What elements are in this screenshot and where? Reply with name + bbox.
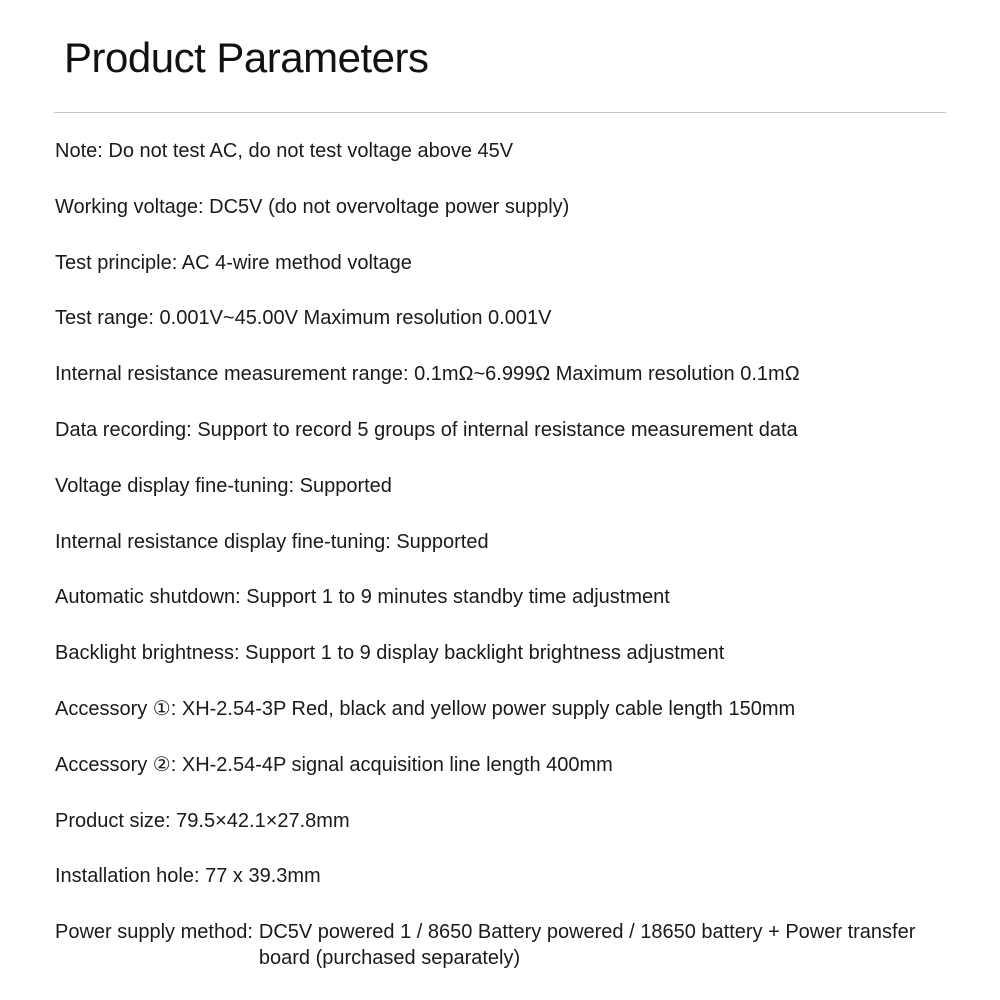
param-power-supply-method bbox=[55, 919, 955, 971]
param-label: Data recording: bbox=[55, 418, 192, 441]
param-value: 79.5×42.1×27.8mm bbox=[176, 809, 350, 832]
param-label: Installation hole: bbox=[55, 865, 200, 888]
page-title: Product Parameters bbox=[64, 34, 429, 81]
param-value: Do not test AC, do not test voltage above 45V bbox=[108, 140, 514, 162]
param-value: DC5V powered 1 / 8650 Battery powered / 18650 battery + Power transfer board (purchased separately) bbox=[258, 921, 916, 970]
param-installation-hole bbox=[55, 863, 955, 919]
param-label: Working voltage: bbox=[55, 195, 204, 218]
parameter-list bbox=[55, 138, 955, 971]
param-label: Note: bbox=[55, 140, 103, 162]
param-label: Test principle: bbox=[55, 251, 178, 274]
param-value: Support 1 to 9 minutes standby time adjustment bbox=[246, 586, 670, 609]
param-automatic-shutdown bbox=[55, 584, 955, 640]
param-accessory-2 bbox=[55, 752, 955, 808]
param-value: Supported bbox=[299, 474, 392, 497]
param-resistance-fine-tuning bbox=[55, 529, 955, 585]
param-test-principle bbox=[55, 250, 955, 306]
param-value: XH-2.54-3P Red, black and yellow power supply cable length 150mm bbox=[181, 697, 796, 720]
param-label: Voltage display fine-tuning: bbox=[55, 474, 295, 497]
param-label: Automatic shutdown: bbox=[55, 586, 241, 609]
param-value: DC5V (do not overvoltage power supply) bbox=[209, 195, 570, 218]
param-value: Support 1 to 9 display backlight brightness adjustment bbox=[245, 642, 725, 665]
param-value: Supported bbox=[396, 530, 489, 553]
param-label: Test range: bbox=[55, 307, 154, 330]
param-test-range bbox=[55, 305, 955, 361]
param-label: Power supply method: bbox=[55, 921, 253, 944]
param-note bbox=[55, 138, 955, 194]
param-backlight-brightness bbox=[55, 640, 955, 696]
title-divider bbox=[54, 112, 946, 113]
param-value: 77 x 39.3mm bbox=[205, 865, 321, 888]
param-label: Internal resistance measurement range: bbox=[55, 363, 409, 386]
param-label: Backlight brightness: bbox=[55, 642, 240, 665]
param-data-recording bbox=[55, 417, 955, 473]
param-voltage-fine-tuning bbox=[55, 473, 955, 529]
param-label: Accessory ①: bbox=[55, 697, 177, 720]
param-internal-resistance-range bbox=[55, 361, 955, 417]
param-value: 0.001V~45.00V Maximum resolution 0.001V bbox=[159, 307, 552, 330]
param-label: Internal resistance display fine-tuning: bbox=[55, 530, 391, 553]
param-value: 0.1mΩ~6.999Ω Maximum resolution 0.1mΩ bbox=[414, 363, 800, 386]
param-label: Accessory ②: bbox=[55, 753, 177, 776]
param-working-voltage bbox=[55, 194, 955, 250]
param-value: AC 4-wire method voltage bbox=[181, 251, 412, 274]
param-accessory-1 bbox=[55, 696, 955, 752]
param-value: XH-2.54-4P signal acquisition line length 400mm bbox=[181, 753, 613, 776]
param-product-size bbox=[55, 808, 955, 864]
param-label: Product size: bbox=[55, 809, 171, 832]
param-value: Support to record 5 groups of internal resistance measurement data bbox=[197, 418, 798, 441]
